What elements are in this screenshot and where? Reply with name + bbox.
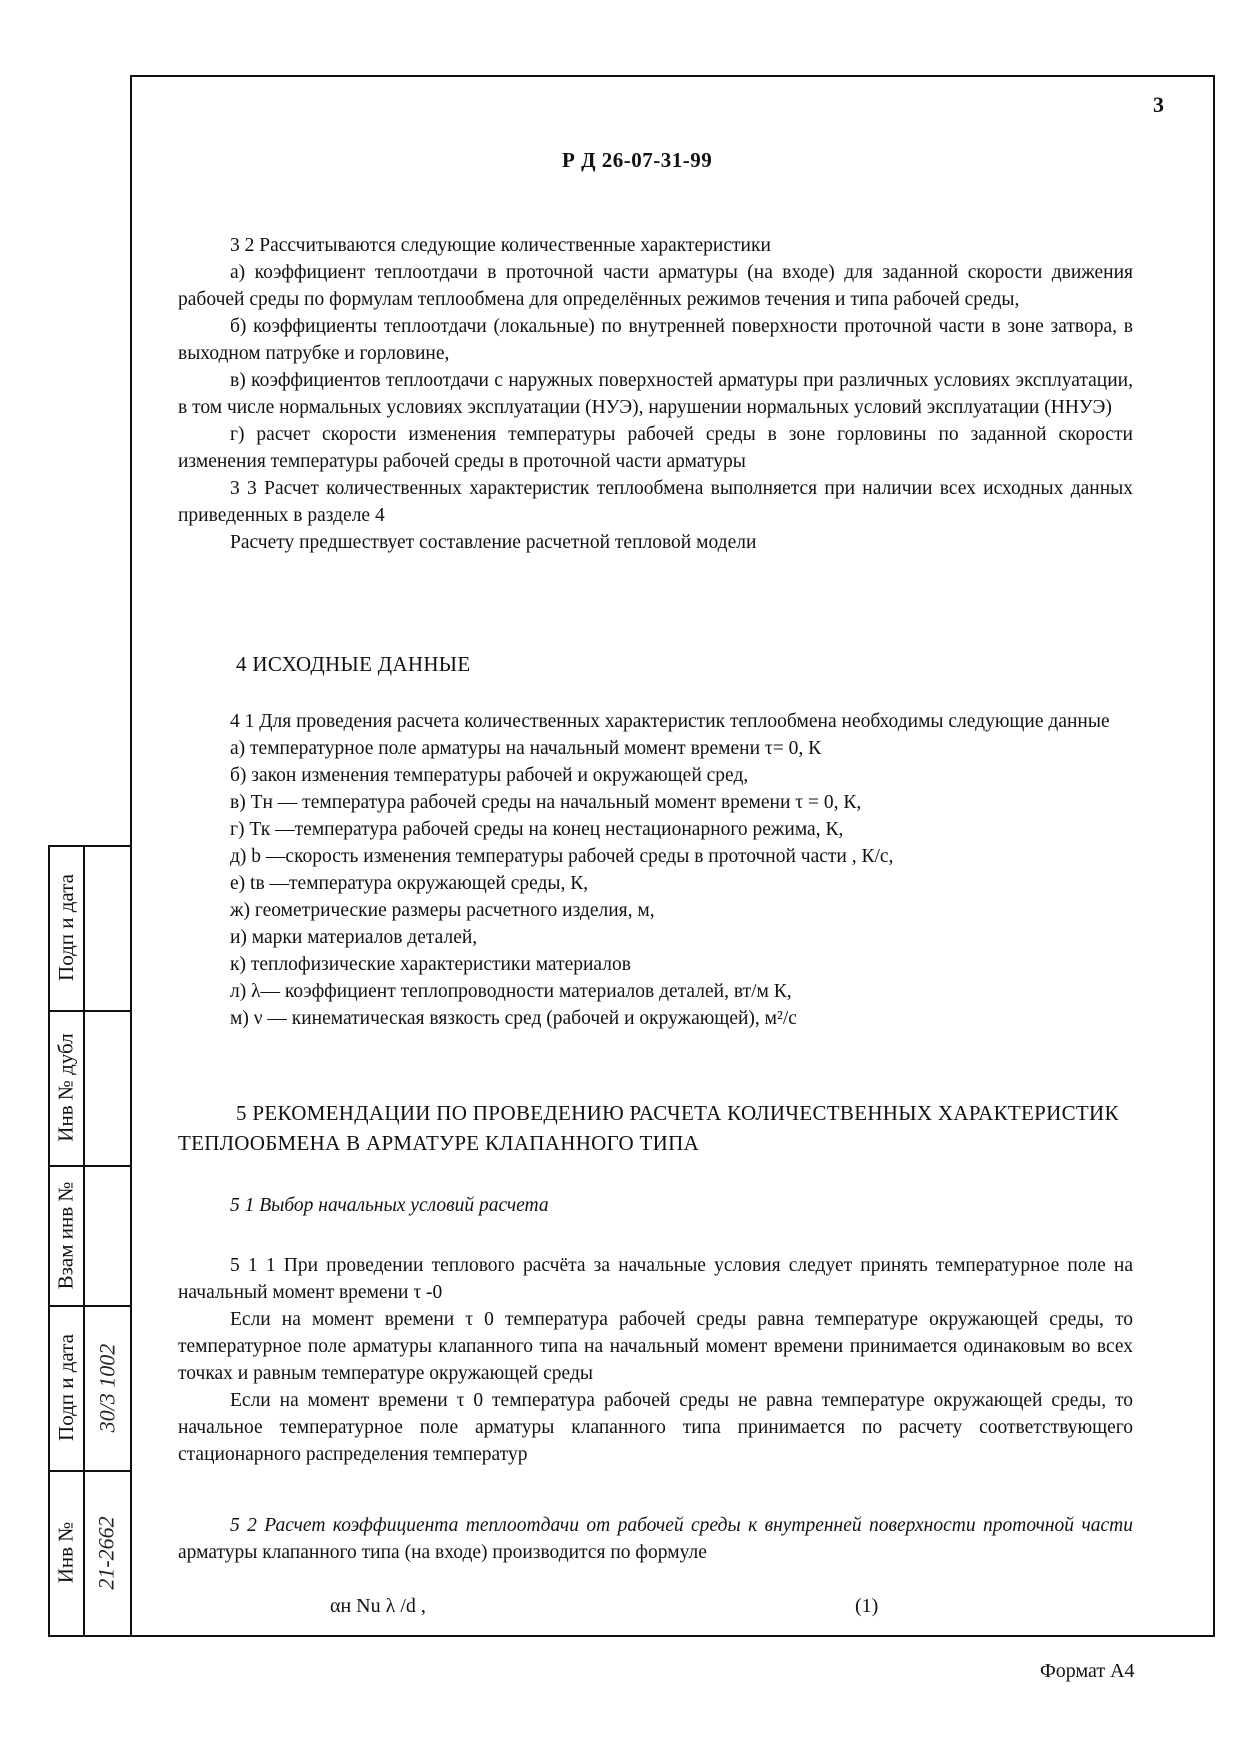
list-item: г) Тк —температура рабочей среды на конец нестационарного режима, К, [230,819,844,840]
subsection-5-1-title [178,1192,1133,1219]
formula-number: (1) [855,1595,879,1617]
paragraph-5-2 [178,1512,1133,1566]
list-item: л) λ— коэффициент теплопроводности материалов деталей, вт/м К, [230,981,792,1002]
list-item: б) закон изменения температуры рабочей и окружающей сред, [230,765,749,786]
paragraph-4-1: 4 1 Для проведения расчета количественных характеристик теплообмена необходимы следующие данные [230,711,1110,732]
sidebar-label-sign-date-2: Подп и дата [53,1334,78,1441]
list-item-3-2-a: а) коэффициент теплоотдачи в проточной части арматуры (на входе) для заданной скорости движения рабочей среды по формулам теплообмена для определённых режимов течения и типа рабочей среды, [178,262,1133,310]
section-5-block [178,1252,1133,1468]
list-item-3-2-v: в) коэффициентов теплоотдачи с наружных поверхностей арматуры при различных условиях эксплуатации, в том числе нормальных условиях эксплуатации (НУЭ), нарушении нормальных условий эксплуатации (ННУЭ) [178,370,1133,418]
handwritten-date: 30/3 1002 [94,1343,119,1432]
paragraph-3-3-note: Расчету предшествует составление расчетной тепловой модели [230,532,757,553]
section-5-heading: 5 РЕКОМЕНДАЦИИ ПО ПРОВЕДЕНИЮ РАСЧЕТА КОЛИЧЕСТВЕННЫХ ХАРАКТЕРИСТИК ТЕПЛООБМЕНА В АРМАТУРЕ КЛАПАННОГО ТИПА [178,1101,1119,1155]
paragraph-5-1-1-c: Если на момент времени τ 0 температура рабочей среды не равна температуре окружающей среды, то начальное температурное поле арматуры клапанного типа принимается по расчету соответствующего стационарного распределения температур [178,1390,1133,1465]
sidebar-label-inv-dubl: Инв № дубл [53,1033,78,1142]
list-item: д) b —скорость изменения температуры рабочей среды в проточной части , К/с, [230,846,894,867]
list-item: е) tв —температура окружающей среды, К, [230,873,589,894]
format-label: Формат А4 [1040,1660,1135,1682]
section-4-heading: 4 ИСХОДНЫЕ ДАННЫЕ [236,652,471,676]
handwritten-inv-number: 21-2662 [94,1515,120,1590]
page-number: 3 [1153,92,1164,117]
formula-1: αн Nu λ /d , [330,1595,426,1617]
paragraph-3-2: 3 2 Рассчитываются следующие количественные характеристики [230,235,771,256]
paragraph-5-1-1-b: Если на момент времени τ 0 температура рабочей среды равна температуре окружающей среды, то температурное поле арматуры клапанного типа на начальный момент времени принимается одинаковым во всех точках и равным температуре окружающей среды [178,1309,1133,1384]
list-item: ж) геометрические размеры расчетного изделия, м, [230,900,655,921]
sidebar-label-vzam-inv: Взам инв № [53,1181,78,1289]
paragraph-3-3: 3 3 Расчет количественных характеристик теплообмена выполняется при наличии всех исходных данных приведенных в разделе 4 [178,478,1133,526]
sidebar-label-sign-date-1: Подп и дата [53,874,78,981]
list-item: к) теплофизические характеристики материалов [230,954,631,975]
list-item: а) температурное поле арматуры на начальный момент времени τ= 0, К [230,738,822,759]
subsection-5-1-heading: 5 1 Выбор начальных условий расчета [230,1195,549,1216]
paragraph-5-2-italic: 5 2 Расчет коэффициента теплоотдачи от рабочей среды к внутренней поверхности проточной части [230,1515,1133,1536]
list-item: в) Тн — температура рабочей среды на начальный момент времени τ = 0, К, [230,792,862,813]
list-item-3-2-b: б) коэффициенты теплоотдачи (локальные) по внутренней поверхности проточной части в зоне затвора, в выходном патрубке и горловине, [178,316,1133,364]
list-item: и) марки материалов деталей, [230,927,478,948]
section-3-block [178,232,1133,556]
list-item: м) ν — кинематическая вязкость сред (рабочей и окружающей), м²/с [230,1008,797,1029]
paragraph-5-2-rest: арматуры клапанного типа (на входе) производится по формуле [178,1542,707,1563]
section-4-block [178,708,1133,1032]
paragraph-5-1-1: 5 1 1 При проведении теплового расчёта за начальные условия следует принять температурное поле на начальный момент времени τ -0 [178,1255,1133,1303]
document-code: Р Д 26-07-31-99 [562,148,713,172]
list-item-3-2-g: г) расчет скорости изменения температуры рабочей среды в зоне горловины по заданной скорости изменения температуры рабочей среды в проточной части арматуры [178,424,1133,472]
sidebar-label-inv-no: Инв № [53,1521,78,1584]
